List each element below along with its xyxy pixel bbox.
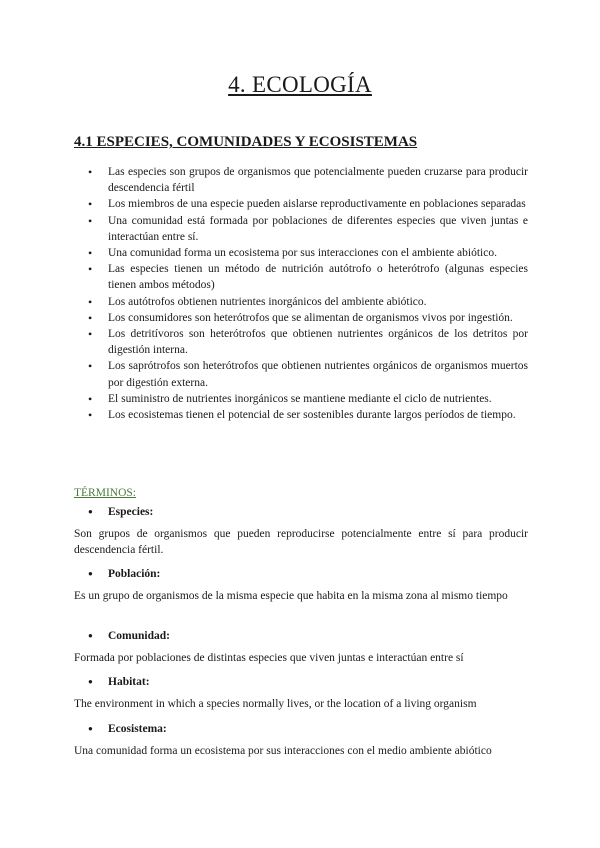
list-item: • Una comunidad está formada por poblaciones de diferentes especies que viven juntas e interactúan entre sí. — [74, 213, 528, 245]
list-item: • Las especies son grupos de organismos que potencialmente pueden cruzarse para producir descendencia fértil — [74, 164, 528, 196]
term-habitat — [74, 674, 528, 712]
term-label: ● Comunidad: — [74, 628, 528, 644]
list-item: • Los miembros de una especie pueden aislarse reproductivamente en poblaciones separadas — [74, 196, 528, 212]
list-item: • Los detritívoros son heterótrofos que obtienen nutrientes orgánicos de los detritos por digestión interna. — [74, 326, 528, 358]
term-poblacion — [74, 566, 528, 604]
list-item: • Los autótrofos obtienen nutrientes inorgánicos del ambiente abiótico. — [74, 294, 528, 310]
term-ecosistema — [74, 721, 528, 759]
term-label: ● Ecosistema: — [74, 721, 528, 737]
list-item: • Las especies tienen un método de nutrición autótrofo o heterótrofo (algunas especies tienen ambos métodos) — [74, 261, 528, 293]
list-item: • Los consumidores son heterótrofos que se alimentan de organismos vivos por ingestión. — [74, 310, 528, 326]
list-item: • Una comunidad forma un ecosistema por sus interacciones con el ambiente abiótico. — [74, 245, 528, 261]
term-comunidad — [74, 628, 528, 666]
term-label: ● Especies: — [74, 504, 528, 520]
term-definition: Son grupos de organismos que pueden reproducirse potencialmente entre sí para producir descendencia fértil. — [74, 528, 528, 557]
section-heading: 4.1 ESPECIES, COMUNIDADES Y ECOSISTEMAS — [74, 134, 418, 150]
term-especies — [74, 504, 528, 558]
list-item: • Los ecosistemas tienen el potencial de ser sostenibles durante largos períodos de tiempo. — [74, 407, 528, 423]
term-definition: Es un grupo de organismos de la misma especie que habita en la misma zona al mismo tiempo — [74, 590, 508, 602]
term-definition: Una comunidad forma un ecosistema por sus interacciones con el medio ambiente abiótico — [74, 745, 492, 757]
terms-heading: TÉRMINOS: — [74, 487, 136, 499]
page-title: 4. ECOLOGÍA — [228, 72, 372, 97]
bullet-list — [74, 164, 528, 423]
term-definition: The environment in which a species normally lives, or the location of a living organism — [74, 698, 477, 710]
list-item: • Los saprótrofos son heterótrofos que obtienen nutrientes orgánicos de organismos muertos por digestión externa. — [74, 358, 528, 390]
term-definition: Formada por poblaciones de distintas especies que viven juntas e interactúan entre sí — [74, 652, 464, 664]
term-label: ● Población: — [74, 566, 528, 582]
page-title-container — [0, 72, 600, 98]
list-item: • El suministro de nutrientes inorgánicos se mantiene mediante el ciclo de nutrientes. — [74, 391, 528, 407]
term-label: ● Habitat: — [74, 674, 528, 690]
